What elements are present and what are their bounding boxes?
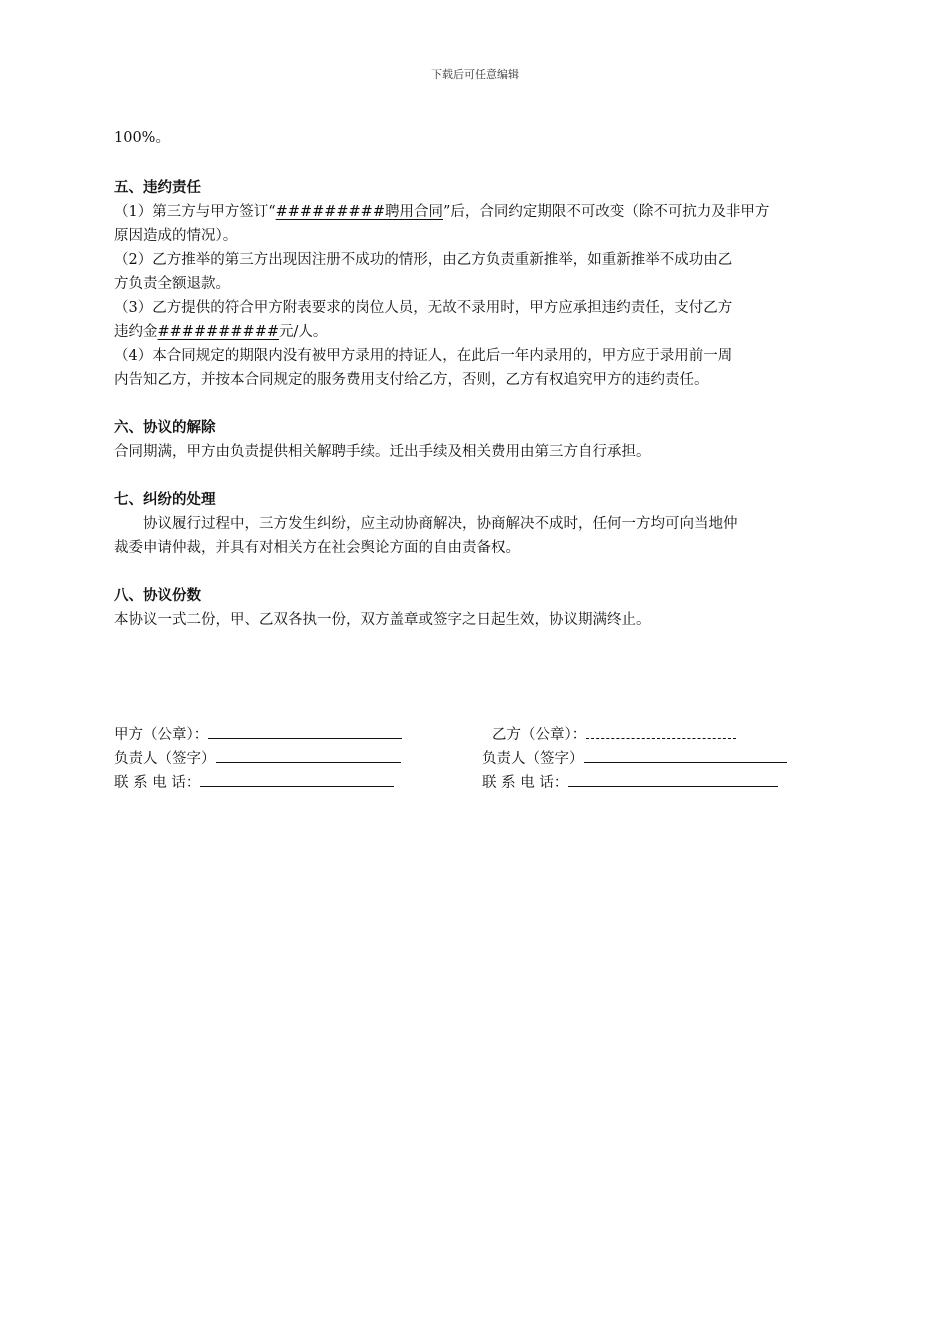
signature-row-signer bbox=[114, 748, 838, 772]
penalty-amount-blank: ########## bbox=[157, 324, 279, 340]
signature-row-seal bbox=[114, 724, 838, 748]
continuation-text: 100%。 bbox=[114, 130, 170, 146]
party-b-phone-blank[interactable] bbox=[568, 772, 778, 787]
item-3-pre: 违约金 bbox=[114, 324, 158, 340]
section-6-text: 合同期满，甲方由负责提供相关解聘手续。迁出手续及相关费用由第三方自行承担。 bbox=[114, 444, 651, 460]
section-5-title: 五、违约责任 bbox=[114, 180, 201, 196]
party-b-signer bbox=[482, 748, 787, 771]
section-8-text: 本协议一式二份，甲、乙双各执一份，双方盖章或签字之日起生效，协议期满终止。 bbox=[114, 612, 651, 628]
signature-row-phone bbox=[114, 772, 838, 796]
section-7-text: 协议履行过程中，三方发生纠纷，应主动协商解决，协商解决不成时，任何一方均可向当地仲 bbox=[143, 516, 738, 532]
section-5-item-1 bbox=[114, 200, 838, 224]
contract-name-blank: #########聘用合同 bbox=[275, 204, 443, 220]
party-a-seal-blank[interactable] bbox=[208, 724, 402, 739]
section-6-title: 六、协议的解除 bbox=[114, 420, 216, 436]
item-1-text-b: ”后，合同约定期限不可改变（除不可抗力及非甲方 bbox=[443, 204, 770, 220]
party-b-seal-label: 乙方（公章）： bbox=[492, 727, 587, 743]
signature-block bbox=[114, 724, 838, 796]
section-5-item-4-cont: 内告知乙方，并按本合同规定的服务费用支付给乙方，否则，乙方有权追究甲方的违约责任。 bbox=[114, 372, 709, 388]
section-5-item-3: （3）乙方提供的符合甲方附表要求的岗位人员，无故不录用时，甲方应承担违约责任，支付乙方 bbox=[114, 300, 733, 316]
section-5-item-2-cont: 方负责全额退款。 bbox=[114, 276, 230, 292]
party-a-phone bbox=[114, 772, 394, 795]
party-a-seal-label: 甲方（公章）： bbox=[114, 727, 209, 743]
section-7-title: 七、纠纷的处理 bbox=[114, 492, 216, 508]
party-a-signer-blank[interactable] bbox=[216, 748, 401, 763]
party-b-signer-blank[interactable] bbox=[584, 748, 787, 763]
section-5-item-1-cont: 原因造成的情况）。 bbox=[114, 228, 238, 244]
item-3-post: 元/人。 bbox=[279, 324, 328, 340]
party-a-phone-blank[interactable] bbox=[200, 772, 394, 787]
section-8-title: 八、协议份数 bbox=[114, 588, 201, 604]
party-b-seal bbox=[492, 724, 736, 747]
section-5-item-3-cont bbox=[114, 320, 838, 344]
section-5-item-4: （4）本合同规定的期限内没有被甲方录用的持证人，在此后一年内录用的，甲方应于录用前一周 bbox=[114, 348, 733, 364]
party-a-signer-label: 负责人（签字） bbox=[114, 751, 216, 767]
party-a-phone-label: 联 系 电 话： bbox=[114, 775, 201, 791]
party-b-signer-label: 负责人（签字） bbox=[482, 751, 584, 767]
party-b-phone-label: 联 系 电 话： bbox=[482, 775, 569, 791]
section-7-text-cont: 裁委申请仲裁，并具有对相关方在社会舆论方面的自由责备权。 bbox=[114, 540, 520, 556]
party-b-phone bbox=[482, 772, 778, 795]
section-5-item-2: （2）乙方推举的第三方出现因注册不成功的情形，由乙方负责重新推举，如重新推举不成功由乙 bbox=[114, 252, 733, 268]
party-a-signer bbox=[114, 748, 401, 771]
party-b-seal-blank[interactable] bbox=[586, 726, 736, 739]
party-a-seal bbox=[114, 724, 402, 747]
item-1-text-a: （1）第三方与甲方签订“ bbox=[114, 204, 276, 220]
document-body bbox=[114, 126, 838, 632]
header-note: 下载后可任意编辑 bbox=[431, 68, 519, 81]
